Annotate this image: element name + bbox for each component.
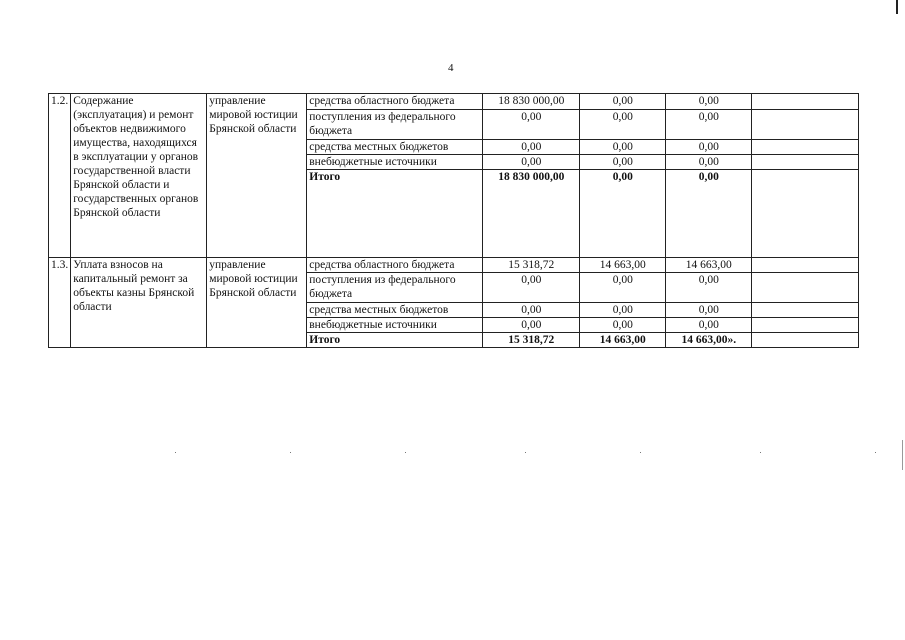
value-cell: 0,00 xyxy=(666,318,752,333)
scan-dust-dot xyxy=(640,452,641,453)
empty-cell xyxy=(752,94,859,110)
value-cell: 0,00 xyxy=(666,273,752,303)
source-label: внебюджетные источники xyxy=(307,318,483,333)
value-cell: 0,00 xyxy=(580,110,666,140)
measure-name: Уплата взносов на капитальный ремонт за объекты казны Брянской области xyxy=(71,258,207,348)
scan-dust-row xyxy=(60,452,880,456)
value-cell: 0,00 xyxy=(580,155,666,170)
empty-cell xyxy=(752,170,859,258)
value-cell: 0,00 xyxy=(483,140,580,155)
empty-cell xyxy=(752,110,859,140)
value-cell: 14 663,00 xyxy=(580,258,666,273)
source-label: поступления из федерального бюджета xyxy=(307,273,483,303)
empty-cell xyxy=(752,273,859,303)
value-cell: 0,00 xyxy=(666,155,752,170)
table-row xyxy=(49,258,859,273)
total-value: 18 830 000,00 xyxy=(483,170,580,258)
scan-dust-dot xyxy=(875,452,876,453)
row-number: 1.2. xyxy=(49,94,71,258)
value-cell: 0,00 xyxy=(580,94,666,110)
total-value: 0,00 xyxy=(666,170,752,258)
total-value: 14 663,00 xyxy=(580,333,666,348)
value-cell: 0,00 xyxy=(483,318,580,333)
value-cell: 0,00 xyxy=(483,110,580,140)
source-label: поступления из федерального бюджета xyxy=(307,110,483,140)
row-number: 1.3. xyxy=(49,258,71,348)
measure-name: Содержание (эксплуатация) и ремонт объектов недвижимого имущества, находящихся в эксплуатации у органов государственной власти Брянской области и государственных органов Брянской области xyxy=(71,94,207,258)
scan-dust-dot xyxy=(525,452,526,453)
scan-dust-dot xyxy=(405,452,406,453)
value-cell: 0,00 xyxy=(483,155,580,170)
value-cell: 0,00 xyxy=(580,140,666,155)
value-cell: 0,00 xyxy=(483,273,580,303)
value-cell: 14 663,00 xyxy=(666,258,752,273)
value-cell: 15 318,72 xyxy=(483,258,580,273)
source-label: средства местных бюджетов xyxy=(307,140,483,155)
value-cell: 0,00 xyxy=(580,318,666,333)
scan-edge-mark xyxy=(896,0,898,14)
value-cell: 0,00 xyxy=(483,303,580,318)
value-cell: 0,00 xyxy=(666,140,752,155)
budget-table xyxy=(48,93,859,348)
value-cell: 0,00 xyxy=(580,303,666,318)
total-value: 14 663,00». xyxy=(666,333,752,348)
scan-dust-dot xyxy=(175,452,176,453)
value-cell: 0,00 xyxy=(666,94,752,110)
scan-dust-dot xyxy=(290,452,291,453)
empty-cell xyxy=(752,155,859,170)
table-row xyxy=(49,94,859,110)
total-label: Итого xyxy=(307,170,483,258)
executor: управление мировой юстиции Брянской области xyxy=(207,94,307,258)
page-number: 4 xyxy=(448,62,454,74)
total-value: 15 318,72 xyxy=(483,333,580,348)
empty-cell xyxy=(752,333,859,348)
total-label: Итого xyxy=(307,333,483,348)
value-cell: 0,00 xyxy=(666,110,752,140)
source-label: средства областного бюджета xyxy=(307,258,483,273)
empty-cell xyxy=(752,140,859,155)
source-label: средства местных бюджетов xyxy=(307,303,483,318)
empty-cell xyxy=(752,318,859,333)
value-cell: 0,00 xyxy=(666,303,752,318)
empty-cell xyxy=(752,258,859,273)
total-value: 0,00 xyxy=(580,170,666,258)
source-label: средства областного бюджета xyxy=(307,94,483,110)
scan-dust-dot xyxy=(760,452,761,453)
source-label: внебюджетные источники xyxy=(307,155,483,170)
scan-edge-mark-right xyxy=(902,440,903,470)
executor: управление мировой юстиции Брянской области xyxy=(207,258,307,348)
value-cell: 18 830 000,00 xyxy=(483,94,580,110)
value-cell: 0,00 xyxy=(580,273,666,303)
empty-cell xyxy=(752,303,859,318)
